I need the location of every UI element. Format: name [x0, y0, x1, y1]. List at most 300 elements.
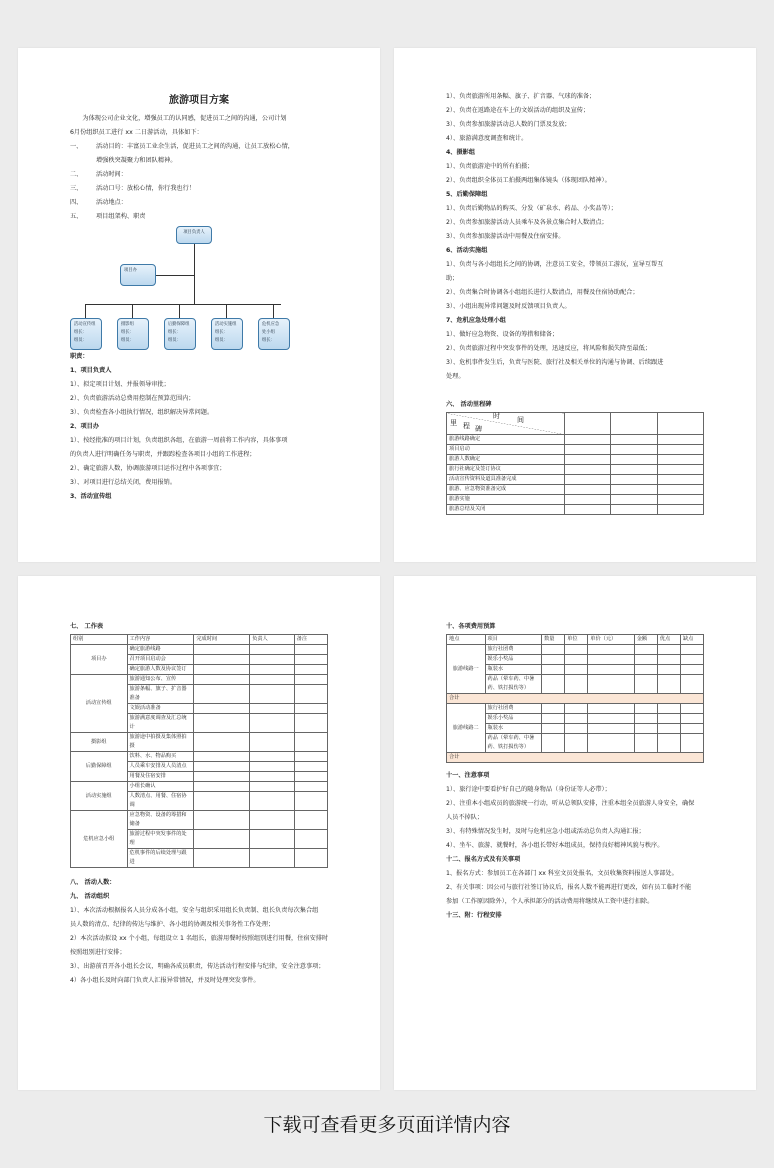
text-line: 3）、对项目进行总结关闭，费用报销。 — [70, 479, 177, 486]
milestone-name: 旅游线路确定 — [447, 435, 565, 445]
empty-cell — [194, 811, 250, 830]
org-box-office: 项目办 — [120, 264, 156, 286]
total-label: 合计 — [447, 694, 704, 704]
table-row — [447, 655, 704, 665]
section-text: 活动口号：放松心情，你行我也行！ — [96, 185, 195, 192]
milestone-cell — [611, 485, 657, 495]
task-cell: 文娱活动准备 — [127, 704, 194, 714]
section-number: 二、 — [70, 171, 83, 178]
intro-text: 为体现公司企业文化，增强员工的认同感，促进员工之间的沟通，公司计划 — [82, 115, 287, 122]
budget-title: 十、各项费用预算 — [446, 623, 496, 630]
text-line: 3）、危机事件发生后，负责与医院、旅行社及相关单位的沟通与协调、后续跟进 — [446, 359, 664, 366]
text-line: 3）、出游前召开各小组长会议，明确各成员职责，传达活动行程安排与纪律，安全注意事项； — [70, 963, 325, 970]
empty-cell — [634, 724, 657, 734]
milestone-row — [447, 455, 704, 465]
empty-cell — [194, 714, 250, 733]
empty-cell — [680, 665, 703, 675]
empty-cell — [194, 665, 250, 675]
page-4-content — [446, 620, 704, 923]
worksheet-table — [70, 634, 328, 868]
task-cell: 旅游途中拍摄及集体照拍摄 — [127, 733, 194, 752]
section-item — [70, 196, 328, 210]
text-line: 1、报名方式：参加员工在各部门 xx 科室文员处报名，文员收集资料报送人事部处。 — [446, 870, 678, 877]
text-line: 十一、注意事项 — [446, 772, 490, 779]
empty-cell — [634, 655, 657, 665]
empty-cell — [542, 724, 565, 734]
section-item — [70, 154, 328, 168]
table-header-cell: 地点 — [447, 635, 486, 645]
milestone-cell — [565, 495, 611, 505]
table-row — [447, 665, 704, 675]
empty-cell — [657, 675, 680, 694]
task-cell: 确定旅游人数及协议签订 — [127, 665, 194, 675]
milestone-cell — [611, 435, 657, 445]
task-cell: 人数清点、用餐、住宿协调 — [127, 792, 194, 811]
route-name-cell: 旅游线路二 — [447, 704, 486, 753]
header-char: 里 — [450, 419, 457, 427]
text-line: 职责： — [70, 353, 89, 360]
document-page-1 — [18, 48, 380, 562]
empty-cell — [634, 734, 657, 753]
text-line: 3）、负责参加旅游活动中用餐及住宿安排。 — [446, 233, 565, 240]
milestone-row — [447, 475, 704, 485]
org-box-line: 组长： — [74, 330, 87, 335]
empty-cell — [588, 665, 634, 675]
table-row — [71, 675, 328, 685]
org-box-line: 后勤保障组 — [168, 322, 190, 327]
milestone-table — [446, 412, 704, 515]
org-box-line: 组员： — [215, 338, 228, 343]
text-line: 1）、负责旅游所用条幅、旗子、扩音器、气球的准备； — [446, 93, 596, 100]
group-name-cell: 后勤保障组 — [71, 752, 128, 782]
empty-cell — [294, 762, 327, 772]
milestone-cell — [657, 495, 703, 505]
milestone-cell — [565, 505, 611, 515]
milestone-cell — [565, 445, 611, 455]
duty-text — [446, 90, 704, 384]
section-number: 三、 — [70, 185, 83, 192]
text-line: 7、危机应急处理小组 — [446, 317, 506, 324]
empty-cell — [294, 733, 327, 752]
text-line: 的负责人进行明确任务与职责，并跟踪检查各项目小组的工作进程； — [70, 451, 256, 458]
milestone-cell — [657, 475, 703, 485]
total-row — [447, 753, 704, 763]
group-name-cell: 摄影组 — [71, 733, 128, 752]
empty-cell — [588, 724, 634, 734]
empty-cell — [565, 734, 588, 753]
empty-cell — [542, 665, 565, 675]
empty-cell — [194, 792, 250, 811]
empty-cell — [294, 675, 327, 685]
table-header-cell: 单价（元） — [588, 635, 634, 645]
text-line: 参加（工作原因除外），个人承担部分的活动费用将继续从工资中进行扣除。 — [446, 898, 654, 905]
task-cell: 饮料、水、物品购买 — [127, 752, 194, 762]
document-page-4 — [394, 576, 756, 1090]
group-name-cell: 项目办 — [71, 645, 128, 675]
table-row — [447, 675, 704, 694]
org-box-line: 组长： — [121, 330, 134, 335]
empty-cell — [588, 675, 634, 694]
task-cell: 用餐及住宿安排 — [127, 772, 194, 782]
empty-cell — [250, 645, 295, 655]
org-box-group — [70, 318, 102, 350]
empty-cell — [657, 724, 680, 734]
empty-cell — [194, 675, 250, 685]
total-label: 合计 — [447, 753, 704, 763]
empty-cell — [680, 724, 703, 734]
empty-cell — [657, 704, 680, 714]
empty-cell — [250, 675, 295, 685]
text-line: 2）、确定旅游人数，协调旅游项目运作过程中各项事宜； — [70, 465, 226, 472]
org-box-group — [117, 318, 149, 350]
section-item — [70, 182, 328, 196]
milestone-cell — [565, 465, 611, 475]
task-cell: 召开项目启动会 — [127, 655, 194, 665]
text-line: 九、 活动组织 — [70, 893, 110, 900]
org-box-leader: 项目负责人 — [176, 226, 212, 244]
empty-cell — [194, 704, 250, 714]
table-row — [447, 724, 704, 734]
empty-cell — [294, 830, 327, 849]
empty-cell — [588, 734, 634, 753]
milestone-name: 旅游人数确定 — [447, 455, 565, 465]
empty-cell — [634, 704, 657, 714]
table-header-cell: 数量 — [542, 635, 565, 645]
empty-cell — [565, 675, 588, 694]
empty-cell — [588, 704, 634, 714]
empty-cell — [294, 782, 327, 792]
milestone-cell — [657, 465, 703, 475]
empty-cell — [250, 733, 295, 752]
org-chart — [70, 226, 328, 346]
empty-cell — [588, 645, 634, 655]
org-connector — [85, 304, 86, 318]
empty-cell — [634, 665, 657, 675]
milestone-cell — [657, 485, 703, 495]
budget-item-cell: 药品（晕车药、中暑药、铁打损伤等） — [485, 734, 542, 753]
text-line: 员人数的清点、纪律的传达与维护、各小组的协调及相关事务性工作处理； — [70, 921, 275, 928]
text-line: 2）、负责在返路途在车上的文娱活动的组织及宣传； — [446, 107, 590, 114]
milestone-name: 旅行社确定及签订协议 — [447, 465, 565, 475]
section-item — [70, 168, 328, 182]
org-connector — [85, 304, 281, 305]
empty-cell — [542, 714, 565, 724]
empty-cell — [194, 685, 250, 704]
group-name-cell: 活动宣传组 — [71, 675, 128, 733]
budget-table — [446, 634, 704, 763]
empty-cell — [634, 675, 657, 694]
empty-cell — [194, 733, 250, 752]
header-char: 时 — [493, 412, 500, 420]
org-box-line: 组长： — [168, 330, 181, 335]
table-header-cell: 缺点 — [680, 635, 703, 645]
org-connector — [226, 304, 227, 318]
empty-cell — [294, 849, 327, 868]
empty-cell — [250, 849, 295, 868]
table-row — [71, 811, 328, 830]
empty-cell — [294, 655, 327, 665]
empty-cell — [194, 782, 250, 792]
milestone-cell — [565, 455, 611, 465]
empty-cell — [250, 772, 295, 782]
text-line: 2、有关事项：因公司与旅行社签订协议后，报名人数不能再进行更改，如有员工临时不能 — [446, 884, 692, 891]
empty-cell — [294, 645, 327, 655]
table-row — [447, 734, 704, 753]
notes-text — [446, 769, 704, 923]
empty-cell — [680, 734, 703, 753]
milestone-header-cell — [447, 413, 565, 435]
text-line: 2）、负责参加旅游活动人员乘车及各景点集合时人数清点； — [446, 219, 608, 226]
text-line: 2）本次活动拟设 xx 个小组，每组设立 1 名组长，旅游用餐时按照组别进行用餐，住宿安排时 — [70, 935, 328, 942]
empty-cell — [657, 734, 680, 753]
empty-cell — [250, 704, 295, 714]
text-line: 4）、旅游满意度调查和统计。 — [446, 135, 528, 142]
text-line: 十二、报名方式及有关事项 — [446, 856, 521, 863]
empty-cell — [588, 714, 634, 724]
group-name-cell: 危机应急小组 — [71, 811, 128, 868]
text-line: 1）、负责与各小组组长之间的协调，注意员工安全，带领员工游玩，宣导互帮互 — [446, 261, 664, 268]
empty-cell — [565, 704, 588, 714]
milestone-cell — [611, 445, 657, 455]
table-header-cell: 项目 — [485, 635, 542, 645]
empty-cell — [565, 724, 588, 734]
section-text: 增强秩突凝聚力和团队精神。 — [96, 157, 177, 164]
section-number — [70, 154, 96, 168]
task-cell: 人员乘车安排及人员清点 — [127, 762, 194, 772]
task-cell: 应急物资、设备的筹措和储备 — [127, 811, 194, 830]
text-line: 4、摄影组 — [446, 149, 476, 156]
milestone-cell — [657, 455, 703, 465]
task-cell: 危机事件的后续处理与跟进 — [127, 849, 194, 868]
text-line: 3）、负责检查各小组执行情况，组织解决异常问题。 — [70, 409, 214, 416]
empty-cell — [250, 665, 295, 675]
header-char: 间 — [517, 416, 524, 424]
header-char: 碑 — [475, 425, 482, 433]
empty-cell — [194, 752, 250, 762]
empty-cell — [657, 714, 680, 724]
section-item — [70, 210, 328, 224]
section-text: 项目组架构、职责 — [96, 213, 146, 220]
text-line: 1）、负责旅游途中的所有拍摄； — [446, 163, 534, 170]
milestone-name: 活动宣传资料及道具准备完成 — [447, 475, 565, 485]
text-line: 1）、拟定项目计划、并报领导审批； — [70, 381, 170, 388]
doc-title: 旅游项目方案 — [169, 95, 229, 106]
org-box-line: 组员： — [168, 338, 181, 343]
empty-cell — [680, 675, 703, 694]
text-line: 处理。 — [446, 373, 465, 380]
table-row — [71, 645, 328, 655]
table-header-cell: 金额 — [634, 635, 657, 645]
org-box-group — [164, 318, 196, 350]
org-box-line: 组长： — [215, 330, 228, 335]
section-text: 活动目的：丰富员工业余生活，促进员工之间的沟通，让员工放松心情， — [96, 143, 294, 150]
text-line: 助； — [446, 275, 459, 282]
empty-cell — [250, 792, 295, 811]
table-row — [71, 733, 328, 752]
milestone-cell — [657, 445, 703, 455]
org-connector — [194, 244, 195, 304]
empty-cell — [542, 645, 565, 655]
document-page-2 — [394, 48, 756, 562]
empty-cell — [657, 665, 680, 675]
org-box-line: 活动宣传组 — [74, 322, 96, 327]
empty-cell — [194, 655, 250, 665]
org-box-group — [211, 318, 243, 350]
budget-item-cell: 瓶装水 — [485, 724, 542, 734]
org-box-line: 处小组 — [262, 330, 275, 335]
duty-text — [70, 350, 328, 504]
empty-cell — [294, 665, 327, 675]
milestone-cell — [611, 455, 657, 465]
page-3-content — [70, 620, 328, 988]
organization-text — [70, 876, 328, 988]
empty-cell — [680, 655, 703, 665]
milestone-row — [447, 435, 704, 445]
empty-cell — [542, 734, 565, 753]
empty-cell — [194, 762, 250, 772]
empty-cell — [194, 772, 250, 782]
milestone-cell — [611, 495, 657, 505]
section-number: 四、 — [70, 199, 83, 206]
milestone-cell — [611, 475, 657, 485]
text-line: 4）各小组长及时向部门负责人汇报异常情况，并及时处理突发事件。 — [70, 977, 260, 984]
milestone-row — [447, 465, 704, 475]
budget-item-cell: 药品（晕车药、中暑药、铁打损伤等） — [485, 675, 542, 694]
budget-item-cell: 娱乐小奖品 — [485, 655, 542, 665]
text-line: 2）、负责组织全体员工拍摄两组集体镜头（体现团队精神）。 — [446, 177, 611, 184]
empty-cell — [194, 645, 250, 655]
empty-cell — [250, 655, 295, 665]
task-cell: 旅游条幅、旗子、扩音器准备 — [127, 685, 194, 704]
text-line: 2）、负责旅游过程中突发事件的处理，迅速反应，将风险和损失降至最低； — [446, 345, 652, 352]
empty-cell — [634, 645, 657, 655]
section-text: 活动时间： — [96, 171, 127, 178]
empty-cell — [250, 811, 295, 830]
text-line: 5、后勤保障组 — [446, 191, 488, 198]
org-box-line: 危机应急 — [262, 322, 280, 327]
empty-cell — [294, 772, 327, 782]
section-text: 活动地点： — [96, 199, 127, 206]
milestone-row — [447, 485, 704, 495]
table-header-cell: 组别 — [71, 635, 128, 645]
task-cell: 确定旅游线路 — [127, 645, 194, 655]
table-header-cell: 工作内容 — [127, 635, 194, 645]
milestone-name: 旅游实施 — [447, 495, 565, 505]
org-connector — [156, 275, 194, 276]
milestone-cell — [611, 505, 657, 515]
table-row — [71, 752, 328, 762]
table-header-cell: 完成时间 — [194, 635, 250, 645]
budget-item-cell: 旅行社团费 — [485, 704, 542, 714]
budget-item-cell: 旅行社团费 — [485, 645, 542, 655]
org-connector — [273, 304, 274, 318]
task-cell: 旅游满意度调查及汇总统计 — [127, 714, 194, 733]
text-line: 人员不掉队； — [446, 814, 484, 821]
table-header-cell: 负责人 — [250, 635, 295, 645]
table-header-cell: 备注 — [294, 635, 327, 645]
empty-cell — [194, 849, 250, 868]
empty-cell — [565, 665, 588, 675]
milestone-cell — [657, 505, 703, 515]
table-header-cell: 优点 — [657, 635, 680, 645]
download-caption: 下载可查看更多页面详情内容 — [263, 1114, 511, 1136]
milestone-name: 旅游、应急物资准备完成 — [447, 485, 565, 495]
org-connector — [179, 304, 180, 318]
empty-cell — [680, 714, 703, 724]
group-name-cell: 活动实施组 — [71, 782, 128, 811]
empty-cell — [542, 655, 565, 665]
task-cell: 旅游通知公布、宣传 — [127, 675, 194, 685]
empty-cell — [634, 714, 657, 724]
empty-cell — [657, 645, 680, 655]
text-line: 2、项目办 — [70, 423, 100, 430]
empty-cell — [565, 655, 588, 665]
text-line: 1）、旅行途中要看护好自己的随身物品（身份证等人必带）； — [446, 786, 611, 793]
section-item — [70, 140, 328, 154]
empty-cell — [194, 830, 250, 849]
milestone-name: 旅游总结及关闭 — [447, 505, 565, 515]
text-line: 按照组别进行安排； — [70, 949, 126, 956]
milestone-row — [447, 495, 704, 505]
text-line: 3）、负责参加旅游活动总人数的门票及发放； — [446, 121, 571, 128]
milestone-row — [447, 445, 704, 455]
section-number: 五、 — [70, 213, 83, 220]
page-2-content — [446, 90, 704, 515]
empty-cell — [250, 762, 295, 772]
empty-cell — [680, 645, 703, 655]
empty-cell — [294, 752, 327, 762]
text-line: 2）、注重本小组成员的旅游统一行动，听从总领队安排，注重本组全员旅游人身安全，确保 — [446, 800, 695, 807]
org-box-line: 摄影组 — [121, 322, 134, 327]
org-box-line: 组长： — [262, 338, 275, 343]
table-header-cell: 单位 — [565, 635, 588, 645]
budget-item-cell: 娱乐小奖品 — [485, 714, 542, 724]
empty-cell — [294, 811, 327, 830]
empty-cell — [565, 645, 588, 655]
empty-cell — [294, 685, 327, 704]
milestone-cell — [611, 465, 657, 475]
text-line: 2）、负责旅游活动总费用控制在预算范围内； — [70, 395, 195, 402]
milestone-row — [447, 505, 704, 515]
table-row — [447, 645, 704, 655]
text-line: 6、活动实施组 — [446, 247, 488, 254]
empty-cell — [294, 714, 327, 733]
org-box-line: 组员： — [74, 338, 87, 343]
empty-cell — [588, 655, 634, 665]
task-cell: 旅游过程中突发事件的处理 — [127, 830, 194, 849]
section-number: 一、 — [70, 143, 83, 150]
empty-cell — [250, 685, 295, 704]
text-line: 八、 活动人数： — [70, 879, 116, 886]
text-line: 1）、做好应急物资、设备的筹措和储备； — [446, 331, 559, 338]
milestone-title: 六、 活动里程碑 — [446, 401, 492, 408]
org-box-line: 组员： — [121, 338, 134, 343]
empty-cell — [542, 704, 565, 714]
text-line: 2）、负责集合时协调各小组组长进行人数清点，用餐及住宿协助配合； — [446, 289, 639, 296]
text-line: 1）、本次活动根据报名人员分成各小组，安全与组织采用组长负责制、组长负责每次集合组 — [70, 907, 319, 914]
empty-cell — [657, 655, 680, 665]
empty-cell — [250, 830, 295, 849]
intro-text-2: 6月份组织员工进行 xx 二日游活动，具体如下： — [70, 129, 203, 136]
empty-cell — [250, 752, 295, 762]
milestone-cell — [565, 475, 611, 485]
empty-cell — [542, 675, 565, 694]
empty-cell — [250, 782, 295, 792]
org-box-line: 活动实施组 — [215, 322, 237, 327]
milestone-cell — [657, 435, 703, 445]
empty-cell — [294, 704, 327, 714]
text-line: 4）、坐车、旅游、就餐时，各小组长带好本组成员，保持良好精神风貌与秩序。 — [446, 842, 664, 849]
